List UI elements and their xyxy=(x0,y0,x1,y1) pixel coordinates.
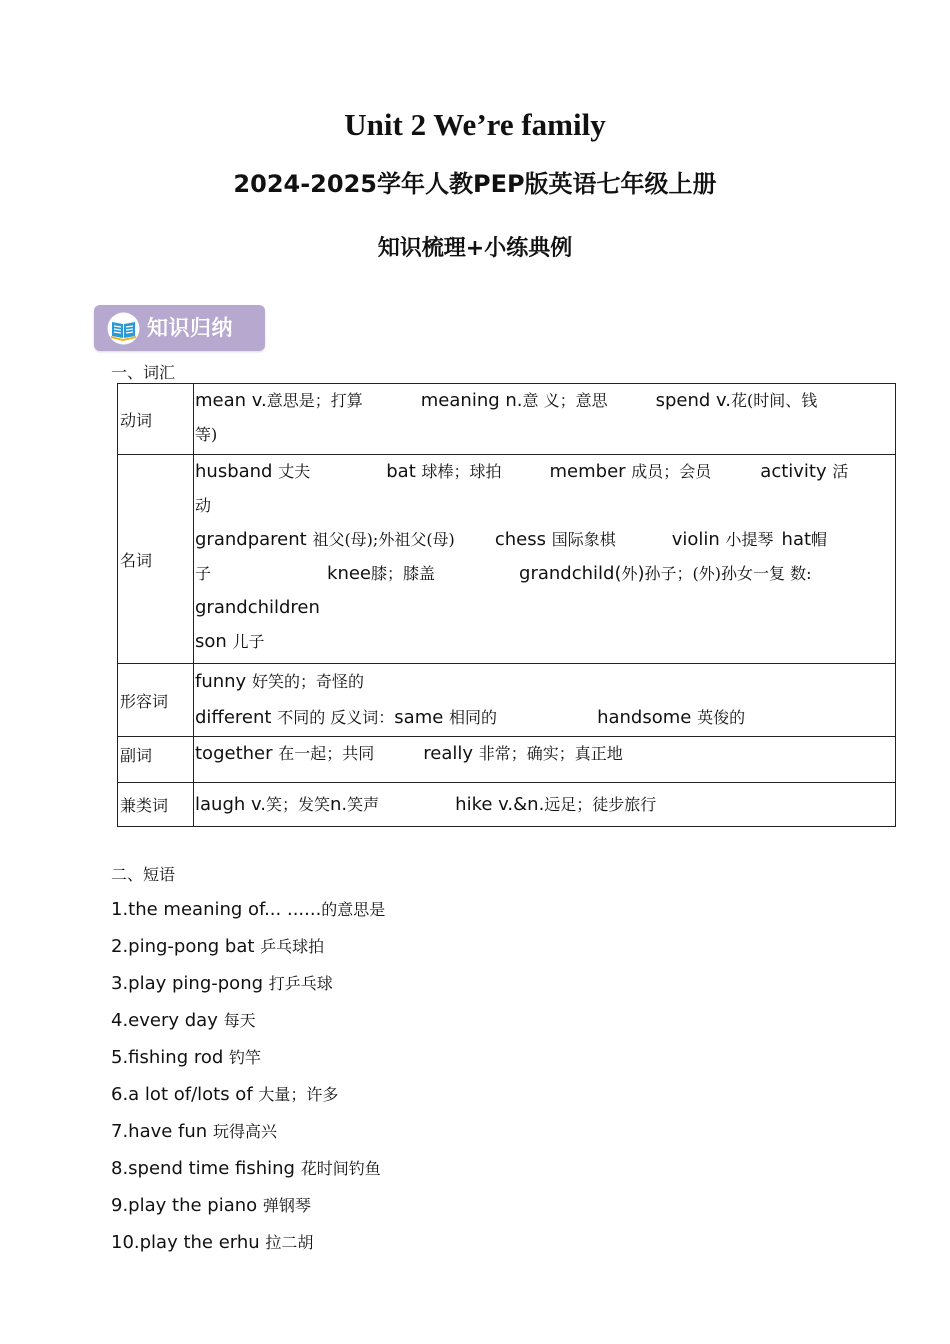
word: hike v.&n. xyxy=(455,793,545,815)
meaning: 笑；发笑 xyxy=(265,794,330,814)
meaning: 在一起；共同 xyxy=(278,744,375,763)
word: hat xyxy=(781,529,812,550)
word: son xyxy=(195,631,227,652)
meaning: 意思是；打算 xyxy=(266,391,363,410)
word: n. xyxy=(330,793,348,815)
meaning: 英俊的 xyxy=(697,708,746,727)
word: meaning n. xyxy=(420,390,523,411)
phrase-cn: 乒乓球拍 xyxy=(260,937,325,956)
word: husband xyxy=(195,461,273,482)
phrase-en: 4.every day xyxy=(111,1010,224,1031)
page-subtitle-secondary: 知识梳理+小练典例 xyxy=(377,236,573,261)
phrases-heading: 二、短语 xyxy=(111,865,176,884)
word: mean v. xyxy=(195,390,267,411)
word: spend v. xyxy=(655,390,732,411)
page-subtitle: 2024-2025学年人教PEP版英语七年级上册 xyxy=(233,170,717,198)
vocab-row-adjective xyxy=(118,664,896,737)
meaning: 相同的 xyxy=(449,708,498,727)
phrase-en: 3.play ping-pong xyxy=(111,973,269,994)
phrase-cn: 拉二胡 xyxy=(265,1233,314,1252)
phrase-item xyxy=(111,1113,385,1150)
word: knee xyxy=(327,563,371,584)
word: chess xyxy=(494,529,546,550)
meaning: 意 义；意思 xyxy=(522,391,608,410)
category-cell: 形容词 xyxy=(118,664,194,737)
meaning: 国际象棋 xyxy=(551,530,616,549)
word: violin xyxy=(671,529,720,550)
phrase-item xyxy=(111,891,385,928)
phrase-en: 1.the meaning of... ...... xyxy=(111,899,322,920)
meaning: 动 xyxy=(195,496,212,515)
meaning: 帽 xyxy=(811,530,828,549)
content-cell xyxy=(194,737,896,783)
word: grandchild( xyxy=(519,563,622,584)
category-cell: 副词 xyxy=(118,737,194,783)
meaning: 不同的 反义词： xyxy=(277,708,395,727)
word: member xyxy=(549,461,626,482)
phrase-list xyxy=(111,891,385,1261)
phrase-en: 2.ping-pong bat xyxy=(111,936,261,957)
meaning: 成员；会员 xyxy=(631,462,712,481)
content-cell xyxy=(194,783,896,827)
phrase-en: 8.spend time fishing xyxy=(111,1158,301,1179)
meaning: 孙子；(外)孙女一复 数: xyxy=(644,564,812,583)
phrase-cn: 玩得高兴 xyxy=(212,1122,277,1141)
phrase-cn: 打乒乓球 xyxy=(268,974,333,993)
content-cell xyxy=(194,384,896,455)
meaning: 小提琴 xyxy=(725,530,774,549)
phrase-item xyxy=(111,1076,385,1113)
meaning: 子 xyxy=(195,564,212,583)
section-badge xyxy=(94,305,265,351)
vocab-row-multi-class xyxy=(118,783,896,827)
vocab-row-adverb xyxy=(118,737,896,783)
meaning: 膝；膝盖 xyxy=(371,564,436,583)
phrase-cn: 大量；许多 xyxy=(258,1085,339,1104)
word: activity xyxy=(760,461,827,482)
phrase-en: 10.play the erhu xyxy=(111,1232,266,1253)
meaning: 好笑的；奇怪的 xyxy=(251,672,364,691)
category-cell: 名词 xyxy=(118,455,194,664)
phrase-en: 6.a lot of/lots of xyxy=(111,1084,259,1105)
word: same xyxy=(394,707,444,728)
vocab-heading: 一、词汇 xyxy=(111,363,176,382)
phrase-item xyxy=(111,965,385,1002)
meaning: 丈夫 xyxy=(278,462,311,481)
phrase-item xyxy=(111,1187,385,1224)
word: bat xyxy=(386,461,416,482)
content-cell xyxy=(194,455,896,664)
meaning: 花(时间、钱 xyxy=(731,391,818,410)
category-cell: 动词 xyxy=(118,384,194,455)
meaning: 远足；徒步旅行 xyxy=(544,794,657,814)
phrase-en: 7.have fun xyxy=(111,1121,213,1142)
phrase-item xyxy=(111,1150,385,1187)
vocab-row-verb xyxy=(118,384,896,455)
phrase-cn: 的意思是 xyxy=(321,900,386,919)
category-cell: 兼类词 xyxy=(118,783,194,827)
phrase-en: 9.play the piano xyxy=(111,1195,263,1216)
meaning: 非常；确实；真正地 xyxy=(478,744,623,763)
phrase-item xyxy=(111,1002,385,1039)
meaning: 祖父(母);外祖父(母) xyxy=(312,530,455,549)
section-badge-label: 知识归纳 xyxy=(147,316,233,340)
word: handsome xyxy=(597,707,692,728)
phrase-en: 5.fishing rod xyxy=(111,1047,230,1068)
meaning: 活 xyxy=(832,462,849,481)
phrase-item xyxy=(111,1039,385,1076)
word: ) xyxy=(637,563,645,584)
word: different xyxy=(195,707,272,728)
meaning: 等) xyxy=(195,425,218,444)
word: really xyxy=(423,743,474,764)
meaning: 外 xyxy=(621,564,638,583)
word: together xyxy=(195,743,273,764)
meaning: 笑声 xyxy=(347,794,380,814)
word: grandchildren xyxy=(195,597,320,618)
phrase-item xyxy=(111,1224,385,1261)
phrase-cn: 钓竿 xyxy=(229,1048,262,1067)
phrase-item xyxy=(111,928,385,965)
open-book-icon xyxy=(107,312,140,345)
word: laugh v. xyxy=(195,793,266,815)
word: funny xyxy=(195,671,247,692)
phrase-cn: 花时间钓鱼 xyxy=(300,1159,381,1178)
phrase-cn: 每天 xyxy=(223,1011,256,1030)
vocab-table xyxy=(117,383,896,827)
meaning: 儿子 xyxy=(232,632,265,651)
word: grandparent xyxy=(195,529,307,550)
content-cell xyxy=(194,664,896,737)
phrase-cn: 弹钢琴 xyxy=(262,1196,311,1215)
vocab-row-noun xyxy=(118,455,896,664)
meaning: 球棒；球拍 xyxy=(421,462,502,481)
page-title: Unit 2 We’re family xyxy=(344,107,606,142)
